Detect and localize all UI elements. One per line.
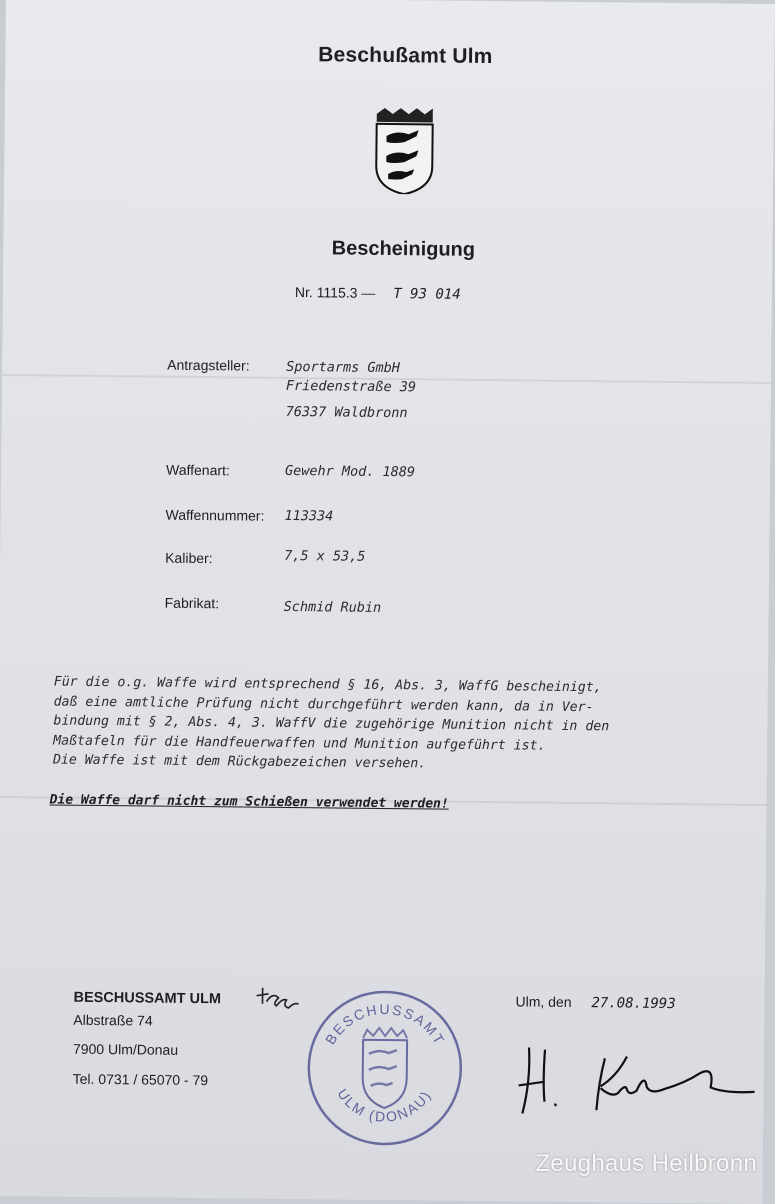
certification-line: Maßtafeln für die Handfeuerwaffen und Munition aufgeführt ist. xyxy=(53,733,546,754)
watermark: Zeughaus Heilbronn xyxy=(535,1150,757,1177)
stamp-bottom-text: ULM (DONAU) xyxy=(334,1085,435,1125)
official-stamp-icon xyxy=(304,987,466,1149)
certification-text xyxy=(53,673,714,777)
applicant-name: Sportarms GmbH xyxy=(286,358,401,377)
svg-text:ULM (DONAU) xyxy=(334,1086,435,1126)
certificate-number-value: T 93 014 xyxy=(393,286,461,303)
place-label: Ulm, den xyxy=(515,993,572,1010)
office-name: BESCHUSSAMT ULM xyxy=(73,989,222,1008)
stamp-top-text: BESCHUSSAMT xyxy=(321,1000,449,1049)
office-title: Beschußamt Ulm xyxy=(318,43,493,69)
coat-of-arms-icon xyxy=(372,108,437,195)
certification-line: bindung mit § 2, Abs. 4, 3. WaffV die zugehörige Munition nicht in den xyxy=(53,713,610,735)
certification-line: daß eine amtliche Prüfung nicht durchgeführt werden kann, da in Ver- xyxy=(53,694,594,715)
applicant-street: Friedenstraße 39 xyxy=(285,377,417,396)
certificate-number-prefix: Nr. 1115.3 — xyxy=(294,284,376,301)
office-phone: Tel. 0731 / 65070 - 79 xyxy=(72,1070,209,1089)
place-date xyxy=(515,993,675,1012)
issue-date: 27.08.1993 xyxy=(591,995,676,1013)
caliber-value: 7,5 x 53,5 xyxy=(284,547,366,565)
weapon-type-label: Waffenart: xyxy=(165,461,230,479)
weapon-type-value: Gewehr Mod. 1889 xyxy=(284,462,416,481)
manufacturer-value: Schmid Rubin xyxy=(283,598,382,616)
weapon-number-label: Waffennummer: xyxy=(165,506,265,524)
initials-signature-icon xyxy=(250,984,300,1015)
weapon-number-value: 113334 xyxy=(284,507,334,525)
usage-warning: Die Waffe darf nicht zum Schießen verwendet werden! xyxy=(49,792,449,812)
handwritten-signature-icon xyxy=(514,1041,765,1124)
certificate-number xyxy=(295,284,461,303)
document-heading: Bescheinigung xyxy=(331,237,476,261)
manufacturer-label: Fabrikat: xyxy=(164,594,220,612)
applicant-city: 76337 Waldbronn xyxy=(285,403,408,422)
office-city: 7900 Ulm/Donau xyxy=(72,1040,179,1058)
certification-line: Für die o.g. Waffe wird entsprechend § 16, Abs. 3, WaffG bescheinigt, xyxy=(53,674,602,696)
office-street: Albstraße 74 xyxy=(73,1011,153,1029)
certification-line: Die Waffe ist mit dem Rückgabezeichen versehen. xyxy=(52,752,427,772)
caliber-label: Kaliber: xyxy=(165,549,213,567)
applicant-label: Antragsteller: xyxy=(167,356,250,374)
